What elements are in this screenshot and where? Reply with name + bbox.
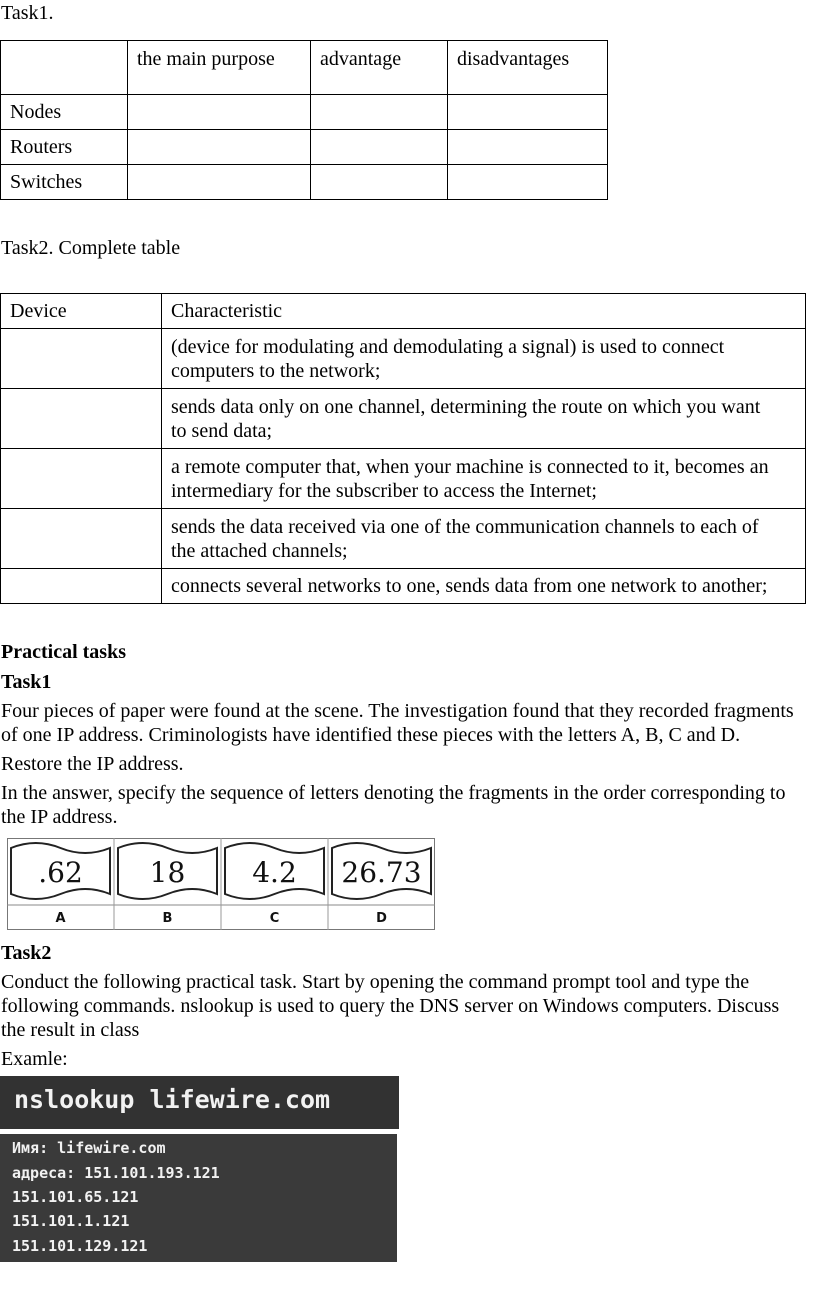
table-cell	[448, 130, 608, 165]
device-cell	[1, 389, 162, 449]
task2-table	[0, 293, 806, 604]
characteristic-line	[171, 335, 796, 359]
device-cell	[1, 329, 162, 389]
task2-title: Task2. Complete table	[1, 237, 181, 259]
practical-heading: Practical tasks	[1, 641, 126, 663]
practical-task1-heading: Task1	[1, 671, 52, 693]
table-cell	[128, 130, 311, 165]
table-row	[1, 130, 608, 165]
fragment-letter: D	[376, 911, 387, 926]
fragment-value: 26.73	[341, 856, 422, 889]
output-line: адреса: 151.101.193.121	[12, 1164, 220, 1182]
output-line: 151.101.65.121	[12, 1188, 139, 1206]
row-label: Nodes	[1, 95, 128, 130]
header-cell: Device	[1, 294, 162, 329]
characteristic-cell	[162, 329, 806, 389]
device-cell	[1, 509, 162, 569]
paragraph-line: the result in class	[1, 1019, 140, 1041]
characteristic-line: sends data only on one channel, determining the route on which you want	[171, 395, 761, 418]
paragraph-text: following commands. nslookup is used to query the DNS server on Windows computers. Discuss	[1, 995, 780, 1017]
paragraph-line	[1, 994, 816, 1018]
output-line: Имя: lifewire.com	[12, 1139, 166, 1157]
characteristic-line: to send data;	[171, 419, 273, 442]
characteristic-text: (device for modulating and demodulating a signal) is used to connect	[171, 335, 725, 358]
table-cell	[128, 165, 311, 200]
paragraph-text: Conduct the following practical task. Start by opening the command prompt tool and type the	[1, 971, 750, 993]
table-cell	[448, 165, 608, 200]
command-box	[0, 1076, 399, 1129]
fragment-letter: C	[269, 911, 280, 926]
header-cell: advantage	[311, 41, 448, 95]
output-line: 151.101.129.121	[12, 1237, 148, 1255]
table-row	[1, 95, 608, 130]
characteristic-cell: connects several networks to one, sends data from one network to another;	[162, 569, 806, 604]
table-row	[1, 165, 608, 200]
table-cell	[311, 130, 448, 165]
row-label: Switches	[1, 165, 128, 200]
table-header-row	[1, 41, 608, 95]
table-cell	[311, 165, 448, 200]
task1-title: Task1.	[1, 2, 54, 24]
table-cell	[311, 95, 448, 130]
command-output-box	[0, 1134, 397, 1262]
table-cell	[448, 95, 608, 130]
ip-fragments-figure	[7, 838, 435, 930]
table-row	[1, 569, 806, 604]
paragraph-line: the IP address.	[1, 806, 118, 828]
characteristic-line: computers to the network;	[171, 359, 381, 382]
table-cell	[128, 95, 311, 130]
paragraph: Restore the IP address.	[1, 753, 184, 775]
characteristic-line: the attached channels;	[171, 539, 348, 562]
table-row	[1, 389, 806, 449]
paragraph	[1, 970, 816, 1042]
characteristic-cell	[162, 509, 806, 569]
characteristic-cell	[162, 389, 806, 449]
device-cell	[1, 569, 162, 604]
device-cell	[1, 449, 162, 509]
paragraph-line: of one IP address. Criminologists have identified these pieces with the letters A, B, C and D.	[1, 724, 741, 746]
paragraph	[1, 699, 816, 747]
header-cell: disadvantages	[448, 41, 608, 95]
row-label: Routers	[1, 130, 128, 165]
characteristic-line: intermediary for the subscriber to access the Internet;	[171, 479, 597, 502]
table-row	[1, 509, 806, 569]
header-cell: the main purpose	[128, 41, 311, 95]
paragraph	[1, 781, 816, 829]
characteristic-cell	[162, 449, 806, 509]
task1-table	[0, 40, 608, 200]
fragment-value: .62	[38, 856, 83, 889]
fragment-value: 18	[149, 856, 186, 889]
output-line: 151.101.1.121	[12, 1212, 130, 1230]
table-row	[1, 449, 806, 509]
characteristic-line: sends the data received via one of the communication channels to each of	[171, 515, 759, 538]
table-row	[1, 329, 806, 389]
practical-task2-heading: Task2	[1, 942, 52, 964]
table-header-row	[1, 294, 806, 329]
paragraph-line	[1, 970, 816, 994]
fragment-letter: A	[55, 911, 66, 926]
fragment-letter: B	[162, 911, 173, 926]
header-cell: Characteristic	[162, 294, 806, 329]
command-text: nslookup lifewire.com	[14, 1085, 331, 1114]
example-label: Examle:	[1, 1048, 68, 1070]
characteristic-line: a remote computer that, when your machine is connected to it, becomes an	[171, 455, 769, 478]
fragment-value: 4.2	[252, 856, 297, 889]
header-cell	[1, 41, 128, 95]
paragraph-line: Four pieces of paper were found at the scene. The investigation found that they recorded fragments	[1, 700, 794, 722]
paragraph-line: In the answer, specify the sequence of letters denoting the fragments in the order corresponding to	[1, 782, 786, 804]
